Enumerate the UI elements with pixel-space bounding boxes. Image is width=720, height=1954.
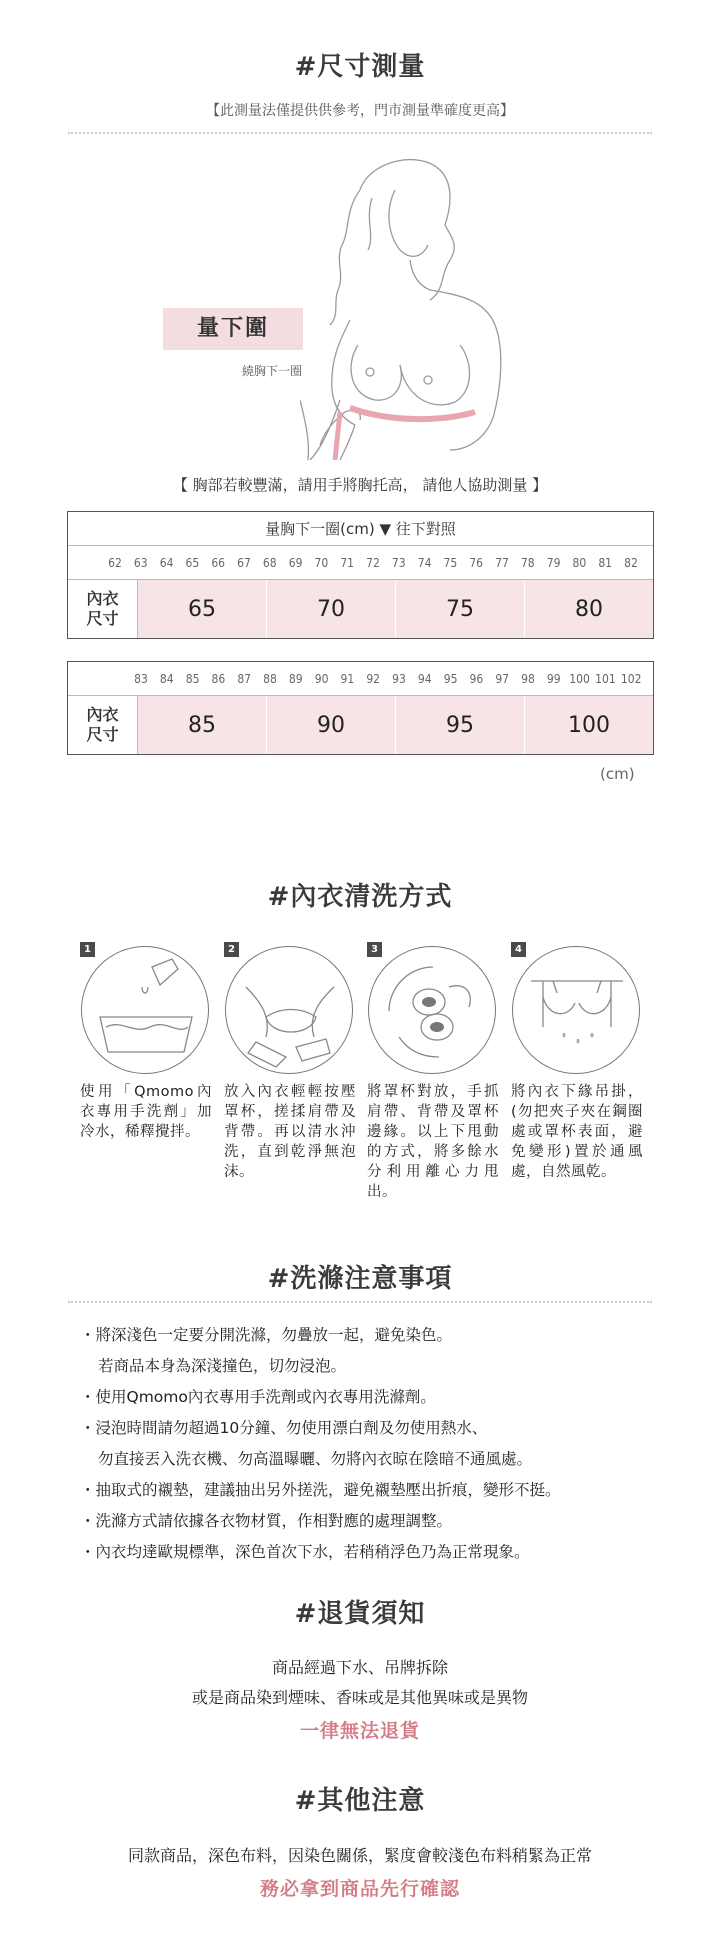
tick-label: 85 bbox=[185, 672, 200, 686]
measure-label: 量下圍 bbox=[163, 308, 303, 350]
list-item: ・使用Qmomo內衣專用手洗劑或內衣專用洗滌劑。 bbox=[80, 1388, 436, 1406]
tick-label: 76 bbox=[469, 556, 484, 570]
returns-line-1: 商品經過下水、吊牌拆除 bbox=[271, 1658, 448, 1677]
tick-label: 72 bbox=[366, 556, 380, 570]
row-label bbox=[68, 696, 138, 754]
hanging-bra-icon bbox=[513, 947, 641, 1075]
tick-label: 70 bbox=[314, 556, 329, 570]
measure-sub-label: 繞胸下一圈 bbox=[242, 364, 303, 378]
tick-label: 63 bbox=[133, 556, 148, 570]
tick-label: 89 bbox=[288, 672, 303, 686]
size-table-2 bbox=[67, 661, 654, 755]
size-table-1 bbox=[67, 511, 654, 639]
size-row bbox=[68, 580, 653, 638]
tick-label: 91 bbox=[340, 672, 355, 686]
row-label-line-1: 內衣 bbox=[86, 705, 119, 724]
step-circle bbox=[368, 946, 496, 1074]
tick-label: 86 bbox=[211, 672, 226, 686]
tick-label: 74 bbox=[417, 556, 432, 570]
tick-label: 81 bbox=[598, 556, 613, 570]
table-header: 量胸下一圈(cm) ▼ 往下對照 bbox=[68, 512, 653, 546]
divider bbox=[68, 1301, 652, 1303]
step-number: 2 bbox=[224, 942, 239, 957]
tick-label: 95 bbox=[443, 672, 458, 686]
tick-label: 96 bbox=[469, 672, 484, 686]
tick-label: 97 bbox=[495, 672, 510, 686]
step-text: 放入內衣輕輕按壓罩杯，搓揉肩帶及背帶。再以清水沖洗，直到乾淨無泡沫。 bbox=[224, 1084, 356, 1180]
tick-label: 65 bbox=[185, 556, 200, 570]
tick-label: 68 bbox=[262, 556, 277, 570]
step-text: 使用「Qmomo內衣專用手洗劑」加冷水，稀釋攪拌。 bbox=[80, 1084, 212, 1140]
tick-label: 79 bbox=[546, 556, 561, 570]
step-circle bbox=[225, 946, 353, 1074]
size-cell: 100 bbox=[568, 712, 610, 738]
tick-label: 102 bbox=[620, 672, 642, 686]
tick-label: 87 bbox=[237, 672, 252, 686]
size-cell: 90 bbox=[267, 696, 396, 754]
size-row bbox=[68, 696, 653, 754]
tick-label: 69 bbox=[288, 556, 303, 570]
step-number: 4 bbox=[511, 942, 526, 957]
other-line-1: 同款商品，深色布料，因染色關係，緊度會較淺色布料稍緊為正常 bbox=[127, 1846, 592, 1865]
step-text: 將罩杯對放，手抓肩帶、背帶及罩杯邊緣。以上下甩動的方式，將多餘水分利用離心力甩出。 bbox=[367, 1084, 499, 1200]
tick-label: 93 bbox=[392, 672, 406, 686]
returns-title: #退貨須知 bbox=[294, 1599, 426, 1629]
unit-label: (cm) bbox=[600, 765, 635, 783]
row-label-line-1: 內衣 bbox=[86, 589, 119, 608]
step-number: 1 bbox=[80, 942, 95, 957]
size-cell: 65 bbox=[138, 580, 267, 638]
list-item: ・抽取式的襯墊，建議抽出另外搓洗，避免襯墊壓出折痕，變形不挺。 bbox=[80, 1481, 561, 1499]
care-list bbox=[80, 1320, 660, 1568]
tick-label: 99 bbox=[546, 672, 561, 686]
measure-tip: 【 胸部若較豐滿，請用手將胸托高， 請他人協助測量 】 bbox=[172, 476, 548, 494]
tick-label: 90 bbox=[314, 672, 329, 686]
tick-label: 71 bbox=[340, 556, 355, 570]
tick-label: 62 bbox=[108, 556, 122, 570]
tick-label: 82 bbox=[624, 556, 638, 570]
measure-title: #尺寸測量 bbox=[294, 52, 426, 82]
other-highlight: 務必拿到商品先行確認 bbox=[259, 1878, 460, 1900]
size-cell: 75 bbox=[396, 580, 525, 638]
size-cell: 85 bbox=[138, 696, 267, 754]
list-item: ・內衣均達歐規標準，深色首次下水，若稍稍浮色乃為正常現象。 bbox=[80, 1543, 530, 1561]
tick-label: 66 bbox=[211, 556, 226, 570]
woman-measuring-illustration bbox=[300, 150, 550, 460]
tick-label: 73 bbox=[391, 556, 406, 570]
tick-row bbox=[68, 662, 653, 696]
returns-highlight: 一律無法退貨 bbox=[299, 1720, 420, 1742]
row-label bbox=[68, 580, 138, 638]
care-title: #洗滌注意事項 bbox=[267, 1264, 453, 1294]
tick-label: 75 bbox=[443, 556, 458, 570]
list-item: 若商品本身為深淺撞色，切勿浸泡。 bbox=[98, 1357, 347, 1375]
size-cell: 80 bbox=[575, 596, 603, 622]
tick-label: 101 bbox=[595, 672, 616, 686]
tick-label: 92 bbox=[366, 672, 381, 686]
tick-label: 100 bbox=[569, 672, 590, 686]
wash-title: #內衣清洗方式 bbox=[267, 882, 453, 912]
tick-label: 94 bbox=[417, 672, 432, 686]
other-title: #其他注意 bbox=[294, 1786, 426, 1816]
tick-label: 67 bbox=[237, 556, 251, 570]
measure-note: 【此測量法僅提供供參考，門市測量準確度更高】 bbox=[206, 103, 514, 119]
step-number: 3 bbox=[367, 942, 382, 957]
tick-label: 78 bbox=[520, 556, 535, 570]
detergent-basin-icon bbox=[82, 947, 210, 1075]
list-item: ・浸泡時間請勿超過10分鐘、勿使用漂白劑及勿使用熱水、 bbox=[80, 1419, 488, 1437]
list-item: 勿直接丟入洗衣機、勿高溫曝曬、勿將內衣晾在陰暗不通風處。 bbox=[98, 1450, 533, 1468]
tick-label: 64 bbox=[159, 556, 174, 570]
tick-row bbox=[68, 546, 653, 580]
list-item: ・將深淺色一定要分開洗滌，勿疊放一起，避免染色。 bbox=[80, 1326, 453, 1344]
spin-dry-icon bbox=[369, 947, 497, 1075]
returns-line-2: 或是商品染到煙味、香味或是其他異味或是異物 bbox=[191, 1688, 528, 1707]
step-circle bbox=[81, 946, 209, 1074]
list-item: ・洗滌方式請依據各衣物材質，作相對應的處理調整。 bbox=[80, 1512, 453, 1530]
hand-wash-icon bbox=[226, 947, 354, 1075]
step-circle bbox=[512, 946, 640, 1074]
size-cell: 95 bbox=[396, 696, 525, 754]
step-text: 將內衣下緣吊掛，(勿把夾子夾在鋼圈處或罩杯表面，避免變形)置於通風處，自然風乾。 bbox=[511, 1084, 643, 1180]
tick-label: 88 bbox=[263, 672, 277, 686]
tick-label: 98 bbox=[521, 672, 535, 686]
size-cell: 70 bbox=[267, 580, 396, 638]
tick-label: 84 bbox=[159, 672, 174, 686]
divider bbox=[68, 132, 652, 134]
tick-label: 77 bbox=[495, 556, 509, 570]
tick-label: 80 bbox=[572, 556, 587, 570]
row-label-line-2: 尺寸 bbox=[86, 609, 119, 628]
row-label-line-2: 尺寸 bbox=[86, 725, 119, 744]
tick-label: 83 bbox=[134, 672, 148, 686]
